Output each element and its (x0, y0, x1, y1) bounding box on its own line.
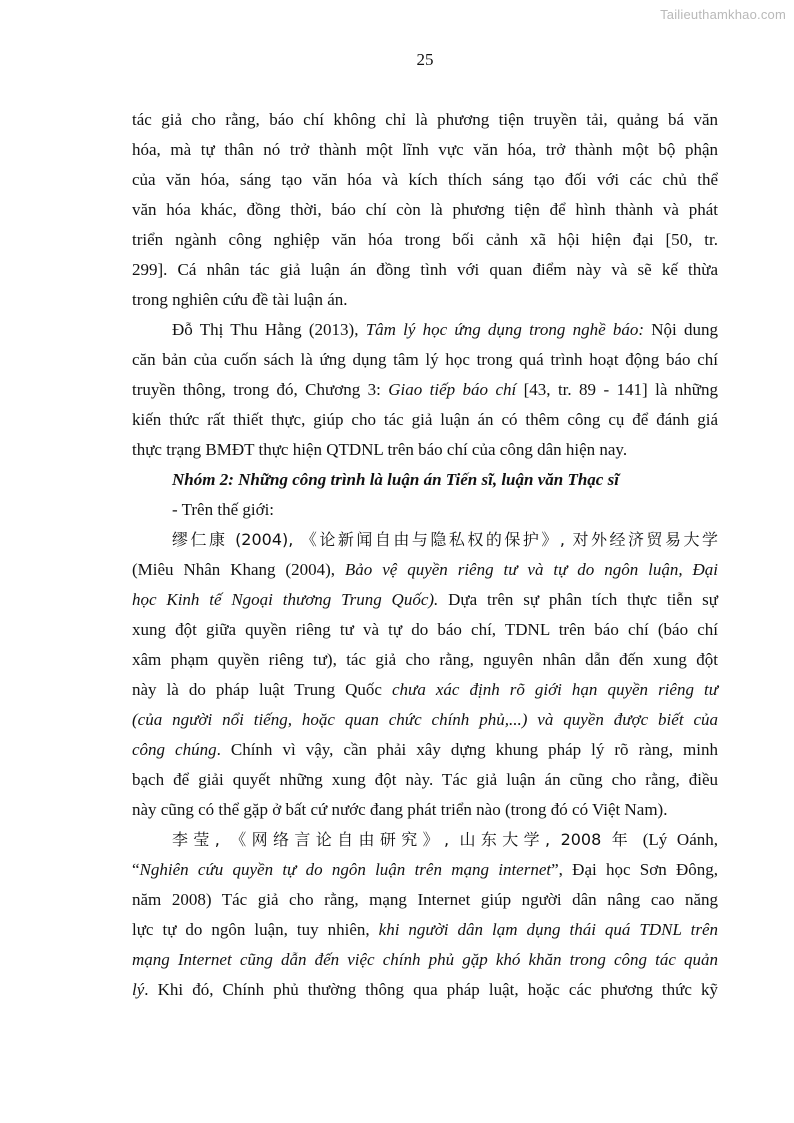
text-line: này cũng có thể gặp ở bất cứ nước đang phát triển nào (trong đó có Việt Nam). (132, 800, 668, 819)
thesis-title: Nghiên cứu quyền tự do ngôn luận trên mạng internet (139, 860, 552, 879)
text-line: mạng Internet cũng dẫn đến việc chính phủ gặp khó khăn trong công tác quản (132, 950, 718, 969)
author-text: Đỗ Thị Thu Hằng (2013), (172, 320, 366, 339)
text-line: xung đột giữa quyền riêng tư và tự do báo chí, TDNL trên báo chí (báo chí (132, 620, 718, 639)
text-line: căn bản của cuốn sách là ứng dụng tâm lý học trong quá trình hoạt động báo chí (132, 350, 718, 369)
text-run: “ (132, 860, 140, 879)
text-line (132, 675, 718, 705)
text-line (132, 555, 718, 585)
emphasis: khi người dân lạm dụng thái quá TDNL trên (378, 920, 718, 939)
text-run: (Lý Oánh, (633, 830, 718, 849)
text-line: (của người nổi tiếng, hoặc quan chức chính phủ,...) và quyền được biết của (132, 710, 718, 729)
emphasis: chưa xác định rõ giới hạn quyền riêng tư (392, 680, 718, 699)
text-run: Dựa trên sự phân tích thực tiễn sự (438, 590, 718, 609)
chinese-citation: 缪仁康 (2004), 《论新闻自由与隐私权的保护》, 对外经济贸易大学 (172, 530, 718, 549)
chapter-title: Giao tiếp báo chí (388, 380, 517, 399)
text-line (132, 375, 718, 405)
paragraph-1 (132, 105, 718, 315)
book-title: Tâm lý học ứng dụng trong nghề báo: (365, 320, 645, 339)
thesis-title: Bảo vệ quyền riêng tư và tự do ngôn luận, Đại (344, 560, 718, 579)
text-run: lực tự do ngôn luận, tuy nhiên, (132, 920, 379, 939)
institution: học Kinh tế Ngoại thương Trung Quốc). (132, 590, 439, 609)
paragraph-2 (132, 315, 718, 465)
text-line: thực trạng BMĐT thực hiện QTDNL trên báo chí của công dân hiện nay. (132, 440, 628, 459)
text-line (132, 855, 718, 885)
text-line (132, 975, 718, 1005)
text-line: năm 2008) Tác giả cho rằng, mạng Internet giúp người dân nâng cao năng (132, 890, 718, 909)
text-line: văn hóa khác, đồng thời, báo chí còn là phương tiện để hình thành và phát (132, 200, 718, 219)
text-line (132, 825, 718, 855)
page-body (132, 105, 718, 1005)
text-line: tác giả cho rằng, báo chí không chỉ là phương tiện truyền tải, quảng bá văn (132, 110, 718, 129)
text-line (132, 525, 718, 555)
text-run: [43, tr. 89 - 141] là những (516, 380, 718, 399)
text-run: truyền thông, trong đó, Chương 3: (132, 380, 389, 399)
text-line: xâm phạm quyền riêng tư), tác giả cho rằng, nguyên nhân dẫn đến xung đột (132, 650, 718, 669)
text-line: của văn hóa, sáng tạo văn hóa và kích thích sáng tạo đối với các chủ thể (132, 170, 718, 189)
text-line (132, 915, 718, 945)
text-run: Nội dung (644, 320, 719, 339)
text-line (132, 315, 718, 345)
text-line: hóa, mà tự thân nó trở thành một lĩnh vực văn hóa, trở thành một bộ phận (132, 140, 718, 159)
text-line: triển ngành công nghiệp văn hóa trong bối cảnh xã hội hiện đại [50, tr. (132, 230, 718, 249)
text-line (132, 735, 718, 765)
page-number: 25 (416, 50, 434, 69)
text-line: kiến thức rất thiết thực, giúp cho tác giả luận án có thêm công cụ để đánh giá (132, 410, 718, 429)
chinese-citation: 李莹, 《网络言论自由研究》, 山东大学, 2008 年 (172, 830, 634, 849)
emphasis: công chúng (132, 740, 217, 759)
paragraph-4 (132, 825, 718, 1005)
watermark: Tailieuthamkhao.com (660, 7, 786, 22)
paragraph-3 (132, 525, 718, 825)
text-run: ”, Đại học Sơn Đông, (551, 860, 719, 879)
text-line: trong nghiên cứu đề tài luận án. (132, 290, 348, 309)
text-line: bạch để giải quyết những xung đột này. Tác giả luận án cũng cho rằng, điều (132, 770, 718, 789)
emphasis: lý (132, 980, 145, 999)
text-run: (Miêu Nhân Khang (2004), (132, 560, 345, 579)
text-line (132, 585, 718, 615)
subheading: - Trên thế giới: (172, 500, 275, 519)
text-line: 299]. Cá nhân tác giả luận án đồng tình với quan điểm này và sẽ kế thừa (132, 260, 718, 279)
text-run: này là do pháp luật Trung Quốc (132, 680, 393, 699)
text-run: . Chính vì vậy, cần phải xây dựng khung pháp lý rõ ràng, minh (216, 740, 718, 759)
section-heading: Nhóm 2: Những công trình là luận án Tiến sĩ, luận văn Thạc sĩ (172, 470, 619, 489)
text-run: . Khi đó, Chính phủ thường thông qua pháp luật, hoặc các phương thức kỹ (144, 980, 718, 999)
